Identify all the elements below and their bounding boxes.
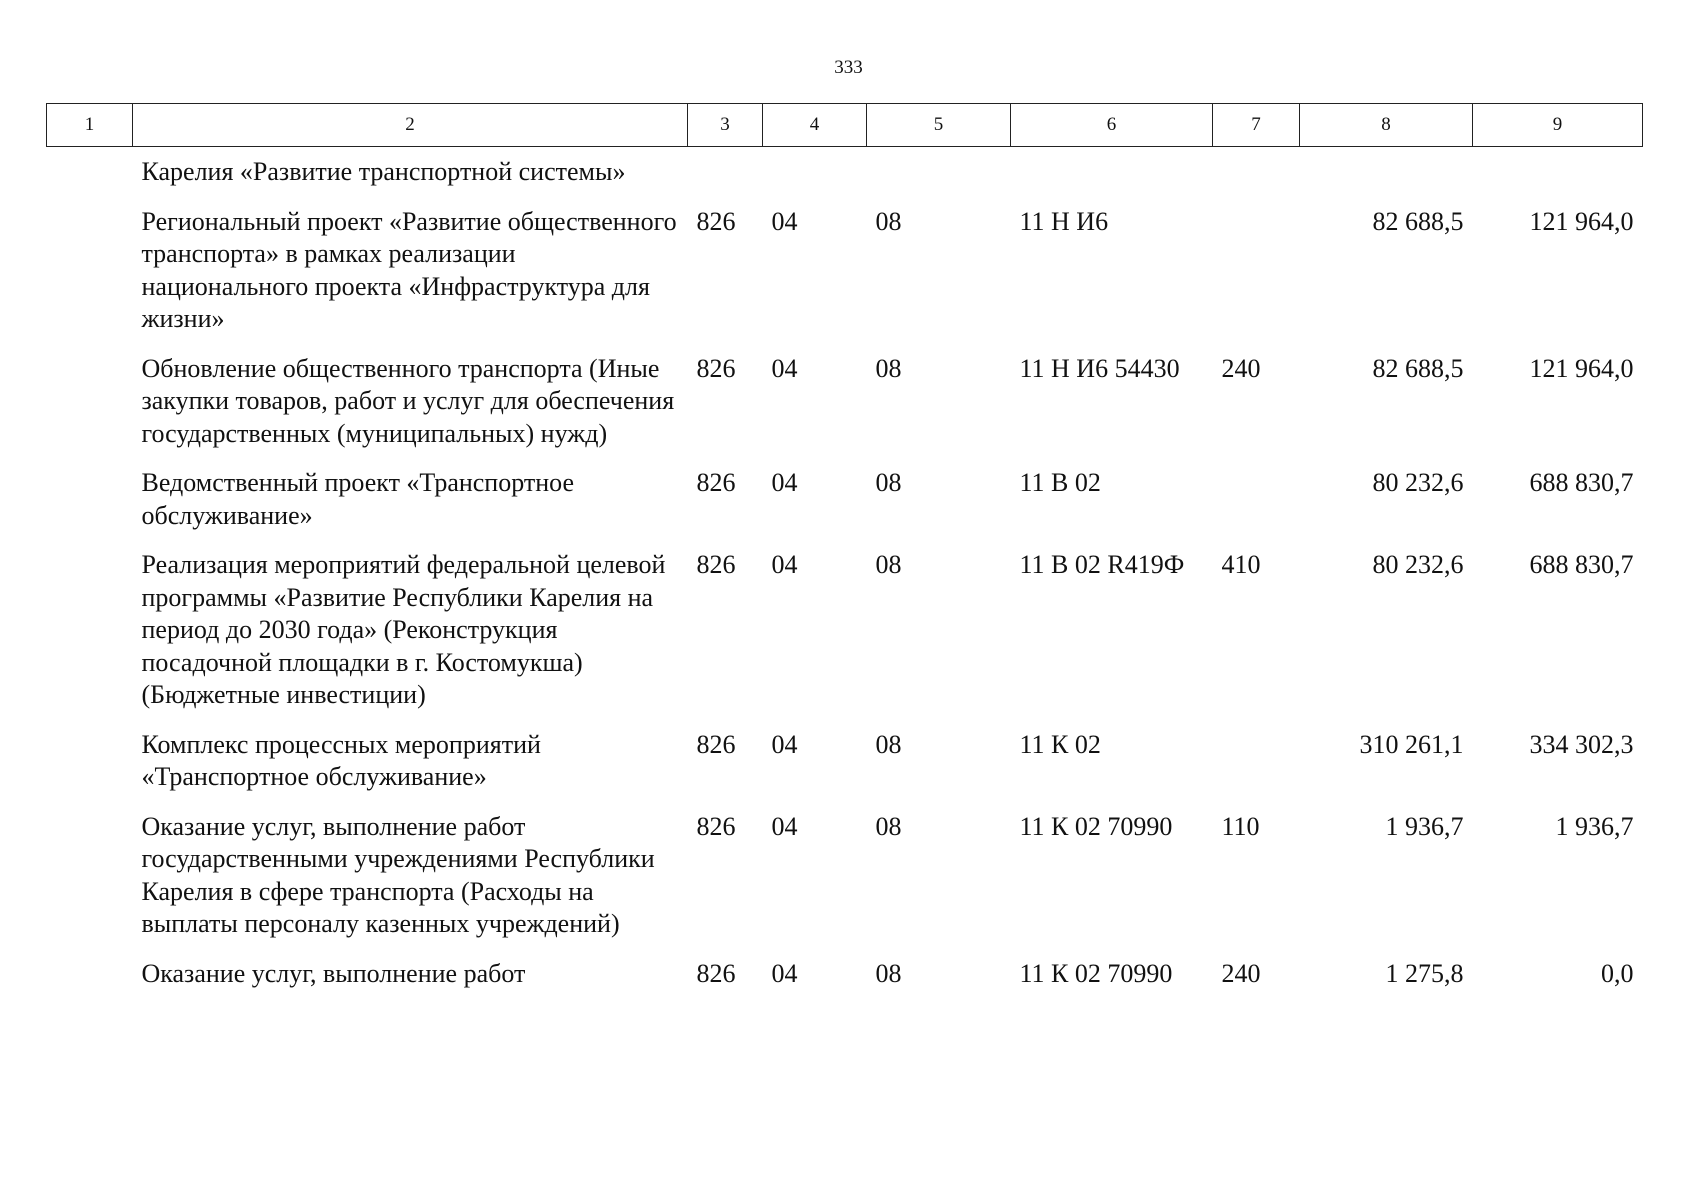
- expense-type-code: 240: [1221, 958, 1261, 988]
- subsection-code: [867, 147, 1011, 206]
- ministry-code: [688, 147, 763, 206]
- amount-col-8: 310 261,1: [1359, 729, 1464, 759]
- section-code: 04: [771, 811, 798, 841]
- target-article-code: 11 В 02 R419Ф: [1019, 550, 1185, 579]
- budget-table: [46, 103, 1643, 1007]
- subsection-code: 08: [875, 729, 902, 759]
- section-code: 04: [771, 468, 798, 497]
- row-number-cell: [47, 467, 133, 549]
- ministry-code: 826: [696, 729, 736, 759]
- section-code: 04: [771, 729, 798, 759]
- item-name: Карелия «Развитие транспортной системы»: [141, 157, 626, 186]
- subsection-code: 08: [875, 206, 902, 236]
- section-code: 04: [771, 206, 798, 236]
- amount-col-9: 121 964,0: [1529, 353, 1634, 383]
- column-number: 7: [1213, 104, 1300, 147]
- item-name: Оказание услуг, выполнение работ государственными учреждениями Республики Карелия в сфере транспорта (Расходы на выплаты персоналу казенных учреждений): [141, 811, 655, 938]
- ministry-code: 826: [696, 811, 736, 841]
- item-name: Комплекс процессных мероприятий «Транспортное обслуживание»: [141, 729, 541, 791]
- section-code: [763, 147, 867, 206]
- amount-col-9: 688 830,7: [1529, 550, 1634, 579]
- row-number-cell: [47, 811, 133, 958]
- target-article-code: 11 К 02: [1019, 729, 1101, 759]
- column-number: 4: [763, 104, 867, 147]
- expense-type-code: [1213, 147, 1300, 206]
- section-code: 04: [771, 958, 798, 988]
- table-row: [47, 549, 1643, 729]
- target-article-code: [1011, 147, 1213, 206]
- table-row: [47, 811, 1643, 958]
- amount-col-8: 80 232,6: [1372, 550, 1464, 579]
- column-number: 2: [133, 104, 688, 147]
- expense-type-code: 110: [1221, 811, 1260, 841]
- ministry-code: 826: [696, 958, 736, 988]
- subsection-code: 08: [875, 468, 902, 497]
- amount-col-8: 82 688,5: [1372, 353, 1464, 383]
- column-number: 8: [1300, 104, 1473, 147]
- expense-type-code: [1213, 729, 1300, 811]
- row-number-cell: [47, 729, 133, 811]
- amount-col-9: 1 936,7: [1555, 811, 1634, 841]
- row-number-cell: [47, 147, 133, 206]
- ministry-code: 826: [696, 353, 736, 383]
- item-name: Ведомственный проект «Транспортное обслуживание»: [141, 468, 575, 530]
- amount-col-9: [1473, 147, 1643, 206]
- amount-col-9: 121 964,0: [1529, 206, 1634, 236]
- amount-col-8: [1300, 147, 1473, 206]
- subsection-code: 08: [875, 550, 902, 579]
- column-number: 5: [867, 104, 1011, 147]
- section-code: 04: [771, 353, 798, 383]
- ministry-code: 826: [696, 550, 736, 579]
- column-number: 6: [1011, 104, 1213, 147]
- row-number-cell: [47, 206, 133, 353]
- target-article-code: 11 К 02 70990: [1019, 958, 1173, 988]
- target-article-code: 11 В 02: [1019, 468, 1101, 497]
- item-name: Обновление общественного транспорта (Иные закупки товаров, работ и услуг для обеспечения государственных (муниципальных) нужд): [141, 353, 675, 448]
- row-number-cell: [47, 353, 133, 468]
- column-number: 9: [1473, 104, 1643, 147]
- amount-col-8: 82 688,5: [1372, 206, 1464, 236]
- item-name: Оказание услуг, выполнение работ: [141, 958, 526, 988]
- item-name: Региональный проект «Развитие общественного транспорта» в рамках реализации национального проекта «Инфраструктура для жизни»: [141, 206, 677, 333]
- row-number-cell: [47, 958, 133, 1008]
- target-article-code: 11 К 02 70990: [1019, 811, 1173, 841]
- table-row: [47, 206, 1643, 353]
- ministry-code: 826: [696, 206, 736, 236]
- expense-type-code: 410: [1221, 550, 1261, 579]
- amount-col-9: 688 830,7: [1529, 468, 1634, 497]
- column-number: 3: [688, 104, 763, 147]
- section-code: 04: [771, 550, 798, 579]
- amount-col-9: 334 302,3: [1529, 729, 1634, 759]
- row-number-cell: [47, 549, 133, 729]
- table-row: [47, 729, 1643, 811]
- amount-col-8: 1 275,8: [1385, 958, 1464, 988]
- table-row: [47, 958, 1643, 1008]
- item-name: Реализация мероприятий федеральной целевой программы «Развитие Республики Карелия на период до 2030 года» (Реконструкция посадочной площадки в г. Костомукша) (Бюджетные инвестиции): [141, 550, 666, 709]
- ministry-code: 826: [696, 468, 736, 497]
- subsection-code: 08: [875, 811, 902, 841]
- subsection-code: 08: [875, 958, 902, 988]
- amount-col-8: 80 232,6: [1372, 468, 1464, 497]
- target-article-code: 11 Н И6: [1019, 206, 1109, 236]
- column-number-row: [47, 104, 1643, 147]
- amount-col-9: 0,0: [1601, 958, 1634, 988]
- expense-type-code: [1213, 206, 1300, 353]
- page-number: 333: [834, 57, 863, 78]
- expense-type-code: 240: [1221, 353, 1261, 383]
- table-row: [47, 467, 1643, 549]
- subsection-code: 08: [875, 353, 902, 383]
- expense-type-code: [1213, 467, 1300, 549]
- table-row: [47, 147, 1643, 206]
- column-number: 1: [47, 104, 133, 147]
- amount-col-8: 1 936,7: [1385, 811, 1464, 841]
- target-article-code: 11 Н И6 54430: [1019, 353, 1180, 383]
- table-row: [47, 353, 1643, 468]
